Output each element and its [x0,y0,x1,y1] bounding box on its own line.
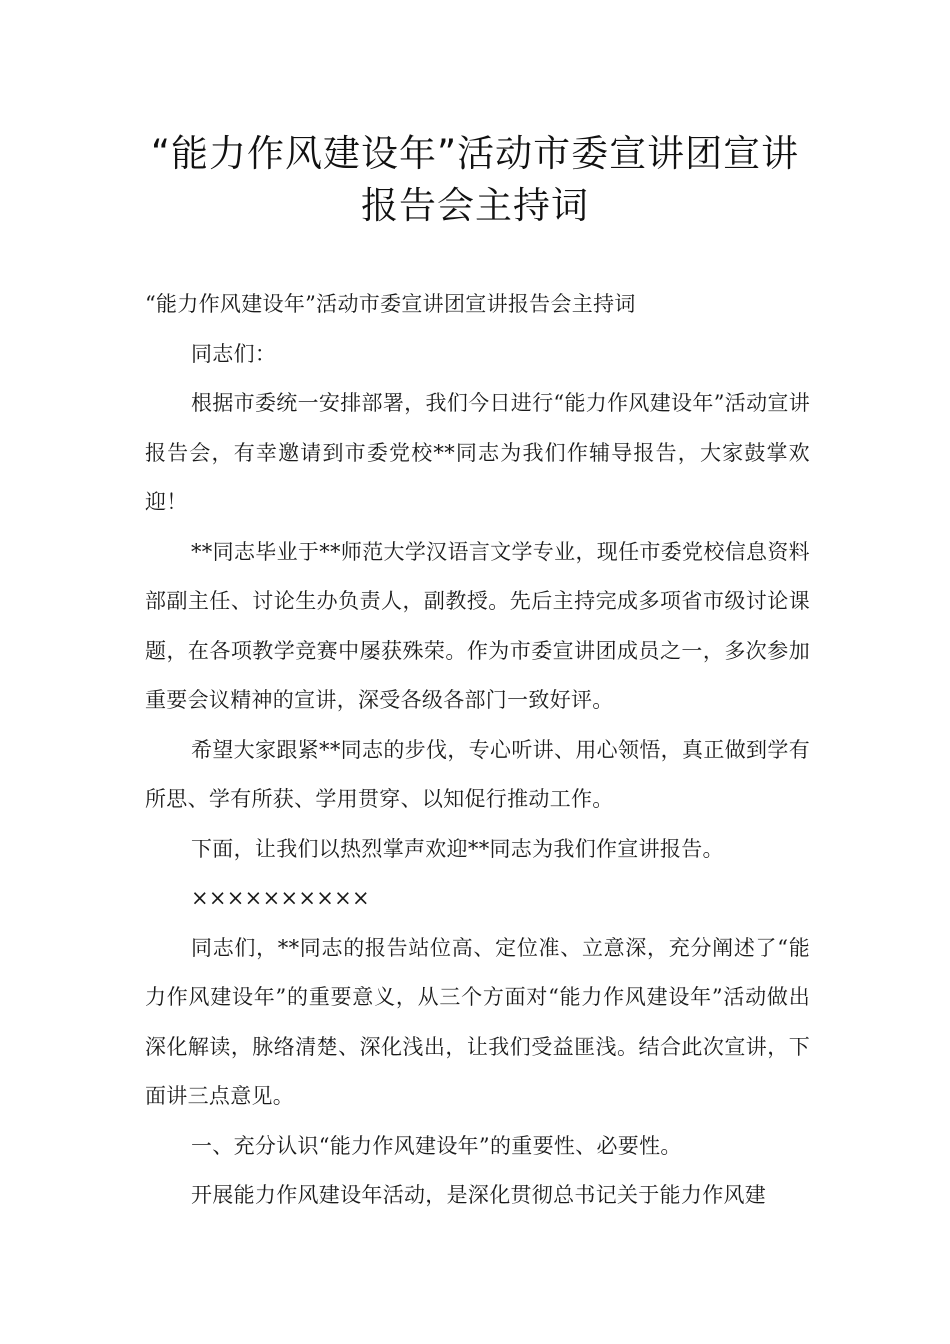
body-paragraph: 希望大家跟紧**同志的步伐，专心听讲、用心领悟，真正做到学有所思、学有所获、学用贯穿、以知促行推动工作。 [145,737,810,811]
section-heading: 一、充分认识“能力作风建设年”的重要性、必要性。 [191,1133,682,1158]
body-paragraph: 同志们，**同志的报告站位高、定位准、立意深，充分阐述了“能力作风建设年”的重要意义，从三个方面对“能力作风建设年”活动做出深化解读，脉络清楚、深化浅出，让我们受益匪浅。结合此次宣讲，下面讲三点意见。 [145,935,810,1108]
body-paragraph: 下面，让我们以热烈掌声欢迎**同志为我们作宣讲报告。 [191,836,724,861]
subtitle-paragraph: “能力作风建设年”活动市委宣讲团宣讲报告会主持词 [145,292,636,316]
separator-paragraph: ×××××××××× [191,886,370,910]
body-paragraph: 根据市委统一安排部署，我们今日进行“能力作风建设年”活动宣讲报告会，有幸邀请到市委党校**同志为我们作辅导报告，大家鼓掌欢迎！ [145,391,810,514]
greeting-paragraph: 同志们： [191,341,277,366]
document-body [145,280,810,1221]
document-title: “能力作风建设年”活动市委宣讲团宣讲报告会主持词 [150,132,800,227]
body-paragraph: 开展能力作风建设年活动，是深化贯彻总书记关于能力作风建 [191,1183,767,1207]
body-paragraph: **同志毕业于**师范大学汉语言文学专业，现任市委党校信息资料部副主任、讨论生办负责人，副教授。先后主持完成多项省市级讨论课题，在各项教学竞赛中屡获殊荣。作为市委宣讲团成员之一，多次参加重要会议精神的宣讲，深受各级各部门一致好评。 [145,539,810,712]
